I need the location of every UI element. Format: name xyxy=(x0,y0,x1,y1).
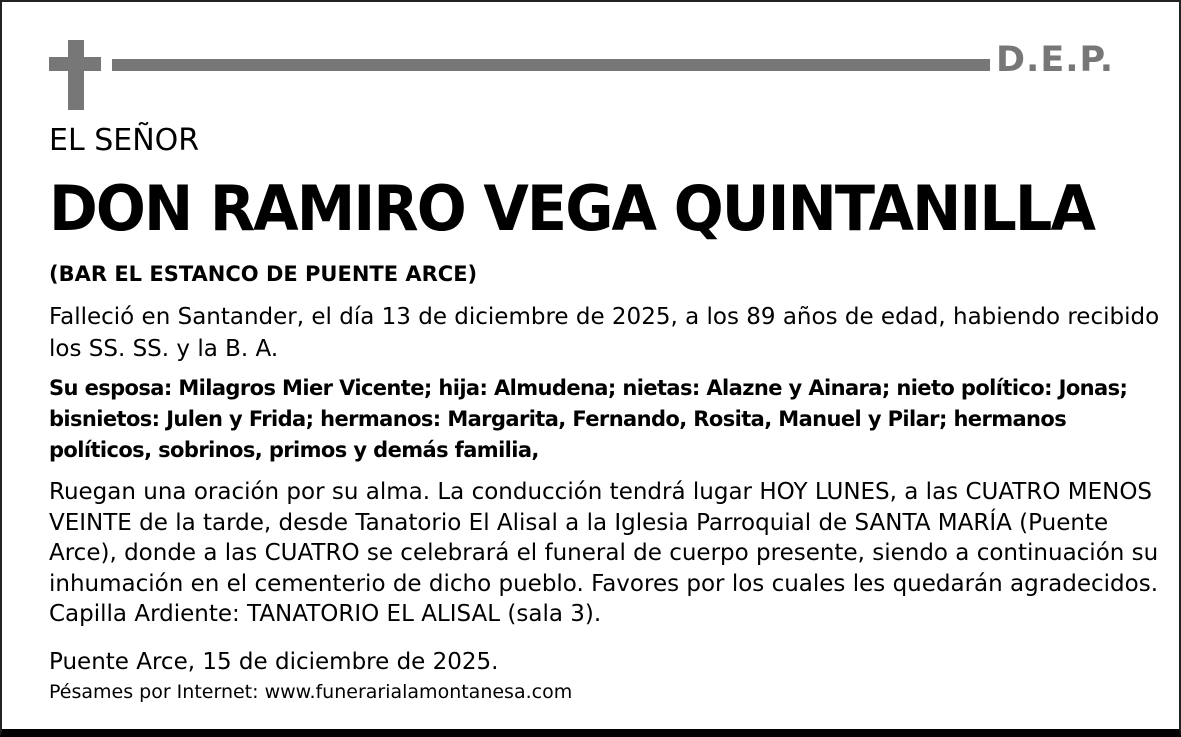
deceased-name: DON RAMIRO VEGA QUINTANILLA xyxy=(49,172,1095,245)
header-rule xyxy=(112,59,990,71)
dep-label: D.E.P. xyxy=(996,40,1115,80)
death-paragraph: Falleció en Santander, el día 13 de diciembre de 2025, a los 89 años de edad, habiendo recibido los SS. SS. y la B. A. xyxy=(49,304,1160,362)
service-paragraph: Ruegan una oración por su alma. La conducción tendrá lugar HOY LUNES, a las CUATRO MENOS VEINTE de la tarde, desde Tanatorio El Alisal a la Iglesia Parroquial de SANTA MARÍA (Puente Arce), donde a las CUATRO se celebrará el funeral de cuerpo presente, siendo a continuación su inhumación en el cementerio de dicho pueblo. Favores por los cuales les quedarán agradecidos. Capilla Ardiente: TANATORIO EL ALISAL (sala 3). xyxy=(49,479,1159,627)
cross-icon-bar xyxy=(49,57,101,71)
family-paragraph: Su esposa: Milagros Mier Vicente; hija: Almudena; nietas: Alazne y Ainara; nieto político: Jonas; bisnietos: Julen y Frida; hermanos: Margarita, Fernando, Rosita, Manuel y Pilar; hermanos políticos, sobrinos, primos y demás familia, xyxy=(49,376,1128,462)
place-date: Puente Arce, 15 de diciembre de 2025. xyxy=(49,649,499,675)
business-note: (BAR EL ESTANCO DE PUENTE ARCE) xyxy=(49,262,478,286)
cross-icon xyxy=(68,40,84,110)
condolences-line: Pésames por Internet: www.funerarialamontanesa.com xyxy=(49,681,573,703)
intro-title: EL SEÑOR xyxy=(49,123,200,158)
